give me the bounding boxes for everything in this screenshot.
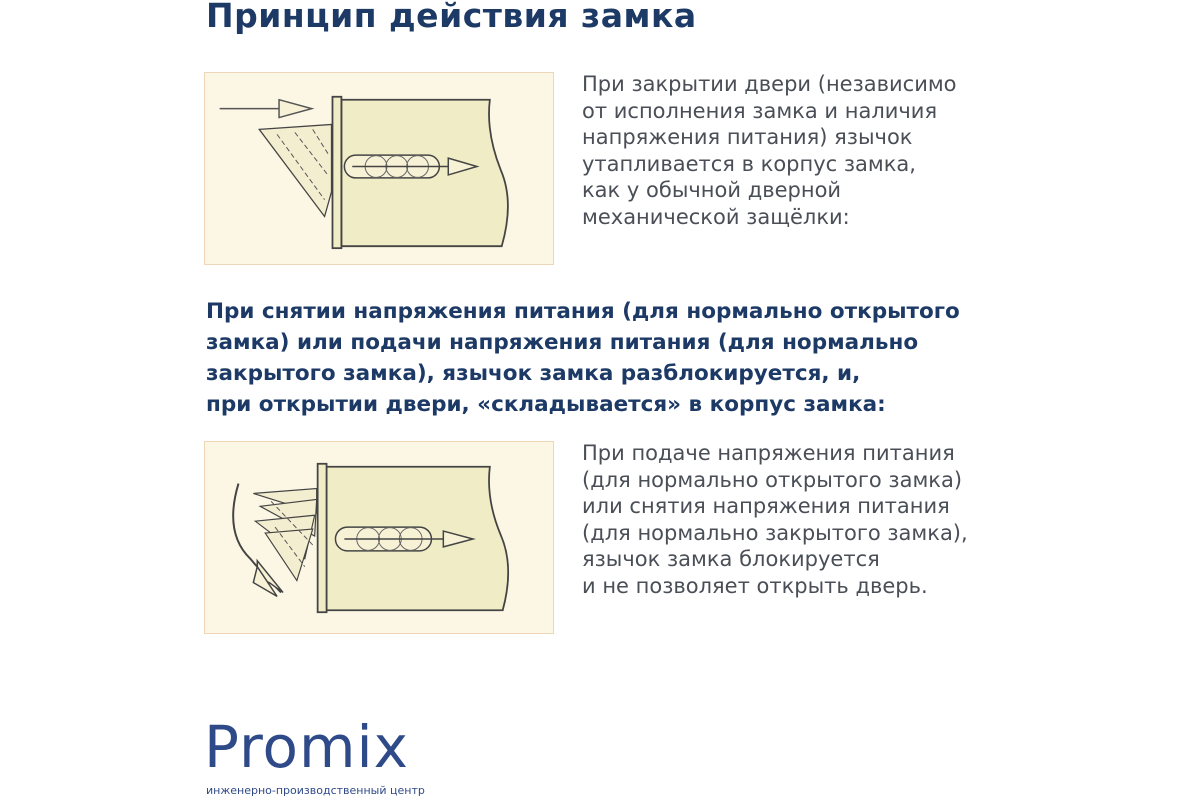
latch-retract-diagram — [204, 72, 554, 265]
page-title: Принцип действия замка — [206, 0, 697, 35]
text-line: язычок замка блокируется — [582, 547, 880, 571]
text-line: и не позволяет открыть дверь. — [582, 573, 928, 598]
text-line: от исполнения замка и наличия — [582, 98, 938, 123]
logo-tagline: инженерно-производственный центр — [206, 784, 425, 797]
unlock-description — [206, 296, 960, 420]
text-line: (для нормально открытого замка) — [582, 467, 963, 492]
text-line: при открытии двери, «складывается» в корпус замка: — [206, 392, 886, 417]
text-line: напряжения питания) язычок — [582, 125, 913, 149]
text-line: (для нормально закрытого замка), — [582, 520, 968, 545]
text-line: утапливается в корпус замка, — [582, 151, 916, 176]
description-closing — [582, 71, 957, 230]
description-locking — [582, 440, 968, 599]
text-line: как у обычной дверной — [582, 178, 842, 202]
text-line: закрытого замка), язычок замка разблокируется, и, — [206, 361, 861, 386]
text-line: При закрытии двери (независимо — [582, 72, 957, 96]
latch-fold-diagram — [204, 441, 554, 634]
promix-logo: Promix — [204, 713, 409, 781]
text-line: При подаче напряжения питания — [582, 441, 955, 465]
text-line: замка) или подачи напряжения питания (для нормально — [206, 330, 919, 355]
text-line: При снятии напряжения питания (для нормально открытого — [206, 299, 960, 324]
text-line: механической защёлки: — [582, 204, 850, 229]
text-line: или снятия напряжения питания — [582, 494, 950, 518]
